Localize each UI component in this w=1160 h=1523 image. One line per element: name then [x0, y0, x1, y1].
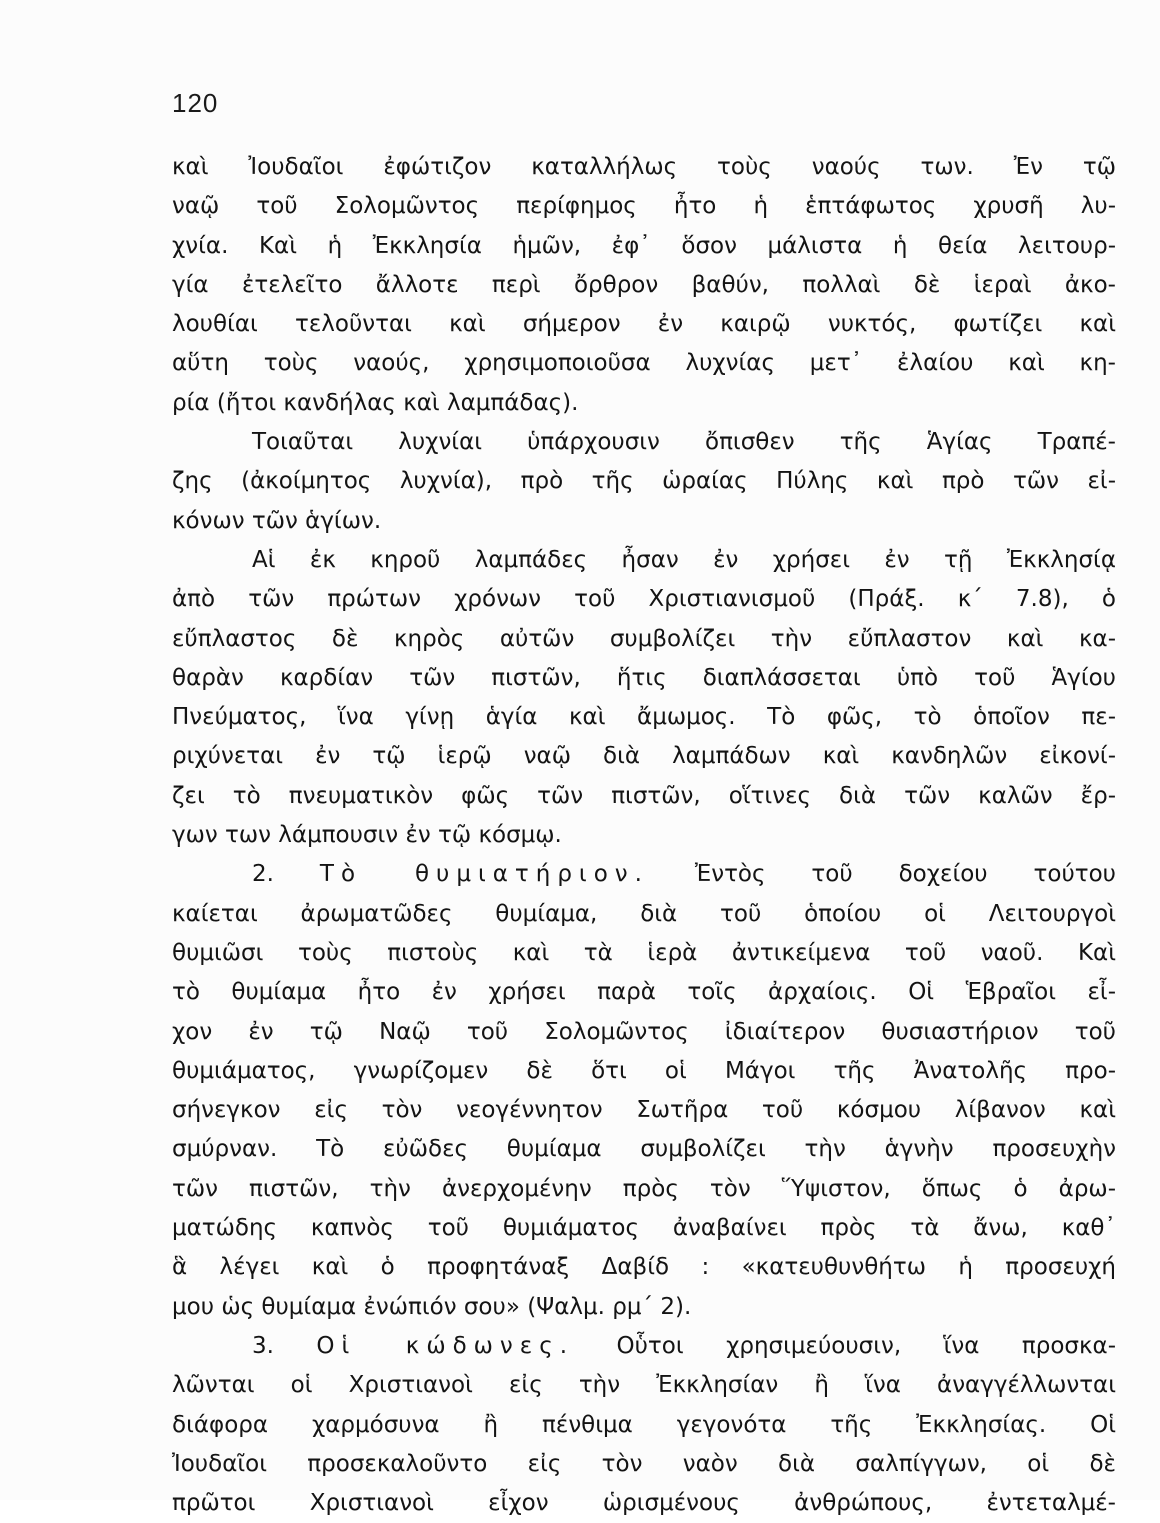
text-line: θυμιῶσι τοὺς πιστοὺς καὶ τὰ ἱερὰ ἀντικείμενα τοῦ ναοῦ. Καὶ	[172, 939, 1116, 966]
text-line: διάφορα χαρμόσυνα ἢ πένθιμα γεγονότα τῆς Ἐκκλησίας. Οἱ	[172, 1411, 1116, 1438]
text-line: θαρὰν καρδίαν τῶν πιστῶν, ἥτις διαπλάσσεται ὑπὸ τοῦ Ἁγίου	[172, 664, 1116, 691]
section-number: 2.	[252, 861, 274, 888]
text-line: τῶν πιστῶν, τὴν ἀνερχομένην πρὸς τὸν Ὕψιστον, ὅπως ὁ ἀρω-	[172, 1175, 1116, 1202]
text-line: ζης (ἀκοίμητος λυχνία), πρὸ τῆς ὡραίας Πύλης καὶ πρὸ τῶν εἰ-	[172, 468, 1116, 495]
body-text	[172, 148, 1116, 1523]
text-line: γία ἐτελεῖτο ἄλλοτε περὶ ὄρθρον βαθύν, πολλαὶ δὲ ἱεραὶ ἀκο-	[172, 271, 1116, 298]
text-line-tail: Ἐντὸς τοῦ δοχείου τούτου	[694, 861, 1116, 888]
text-line: αὕτη τοὺς ναούς, χρησιμοποιοῦσα λυχνίας μετ᾽ ἐλαίου καὶ κη-	[172, 350, 1116, 377]
page-number: 120	[172, 88, 219, 118]
text-line: ζει τὸ πνευματικὸν φῶς τῶν πιστῶν, οἵτινες διὰ τῶν καλῶν ἔρ-	[172, 782, 1116, 809]
section-heading-line	[172, 1327, 1116, 1366]
text-line: λουθίαι τελοῦνται καὶ σήμερον ἐν καιρῷ νυκτός, φωτίζει καὶ	[172, 311, 1116, 338]
text-line: γων των λάμπουσιν ἐν τῷ κόσμῳ.	[172, 822, 562, 849]
text-line: μου ὡς θυμίαμα ἐνώπιόν σου» (Ψαλμ. ρμ´ 2).	[172, 1293, 692, 1320]
section-title: Τὸ θυμιατήριον.	[319, 861, 649, 888]
text-line: ρία (ἤτοι κανδήλας καὶ λαμπάδας).	[172, 389, 579, 416]
text-line: τὸ θυμίαμα ἦτο ἐν χρήσει παρὰ τοῖς ἀρχαίοις. Οἱ Ἑβραῖοι εἶ-	[172, 979, 1116, 1006]
text-line-tail: Οὗτοι χρησιμεύουσιν, ἵνα προσκα-	[616, 1332, 1116, 1359]
section-heading-line	[172, 855, 1116, 894]
text-line: σήνεγκον εἰς τὸν νεογέννητον Σωτῆρα τοῦ κόσμου λίβανον καὶ	[172, 1097, 1116, 1124]
text-line: χνία. Καὶ ἡ Ἐκκλησία ἡμῶν, ἐφ᾽ ὅσον μάλιστα ἡ θεία λειτουρ-	[172, 232, 1116, 259]
text-line: εὔπλαστος δὲ κηρὸς αὐτῶν συμβολίζει τὴν εὔπλαστον καὶ κα-	[172, 625, 1116, 652]
section-title: Οἱ κώδωνες.	[316, 1332, 575, 1359]
text-line: ναῷ τοῦ Σολομῶντος περίφημος ἦτο ἡ ἑπτάφωτος χρυσῆ λυ-	[172, 193, 1116, 220]
text-line: χον ἐν τῷ Ναῷ τοῦ Σολομῶντος ἰδιαίτερον θυσιαστήριον τοῦ	[172, 1018, 1116, 1045]
text-line: λῶνται οἱ Χριστιανοὶ εἰς τὴν Ἐκκλησίαν ἢ ἵνα ἀναγγέλλωνται	[172, 1372, 1116, 1399]
text-line: καὶ Ἰουδαῖοι ἐφώτιζον καταλλήλως τοὺς ναούς των. Ἐν τῷ	[172, 154, 1116, 180]
text-line: θυμιάματος, γνωρίζομεν δὲ ὅτι οἱ Μάγοι τῆς Ἀνατολῆς προ-	[172, 1057, 1116, 1084]
text-line: σμύρναν. Τὸ εὐῶδες θυμίαμα συμβολίζει τὴν ἁγνὴν προσευχὴν	[172, 1136, 1116, 1163]
section-number: 3.	[252, 1332, 274, 1359]
text-line: καίεται ἀρωματῶδες θυμίαμα, διὰ τοῦ ὁποίου οἱ Λειτουργοὶ	[172, 900, 1116, 927]
text-line: Ἰουδαῖοι προσεκαλοῦντο εἰς τὸν ναὸν διὰ σαλπίγγων, οἱ δὲ	[172, 1450, 1116, 1477]
text-line: Πνεύματος, ἵνα γίνῃ ἁγία καὶ ἄμωμος. Τὸ φῶς, τὸ ὁποῖον πε-	[172, 704, 1116, 731]
text-line: Αἱ ἐκ κηροῦ λαμπάδες ἦσαν ἐν χρήσει ἐν τῇ Ἐκκλησίᾳ	[252, 546, 1116, 573]
text-line: Τοιαῦται λυχνίαι ὑπάρχουσιν ὄπισθεν τῆς Ἁγίας Τραπέ-	[252, 429, 1116, 456]
text-line: κόνων τῶν ἁγίων.	[172, 507, 382, 534]
text-line: ἃ λέγει καὶ ὁ προφητάναξ Δαβίδ : «κατευθυνθήτω ἡ προσευχή	[172, 1254, 1116, 1281]
text-line: ματώδης καπνὸς τοῦ θυμιάματος ἀναβαίνει πρὸς τὰ ἄνω, καθ᾽	[172, 1215, 1116, 1242]
text-line: ριχύνεται ἐν τῷ ἱερῷ ναῷ διὰ λαμπάδων καὶ κανδηλῶν εἰκονί-	[172, 743, 1116, 770]
text-line: ἀπὸ τῶν πρώτων χρόνων τοῦ Χριστιανισμοῦ (Πράξ. κ´ 7.8), ὁ	[172, 586, 1116, 613]
text-line: πρῶτοι Χριστιανοὶ εἶχον ὡρισμένους ἀνθρώπους, ἐντεταλμέ-	[172, 1490, 1116, 1517]
